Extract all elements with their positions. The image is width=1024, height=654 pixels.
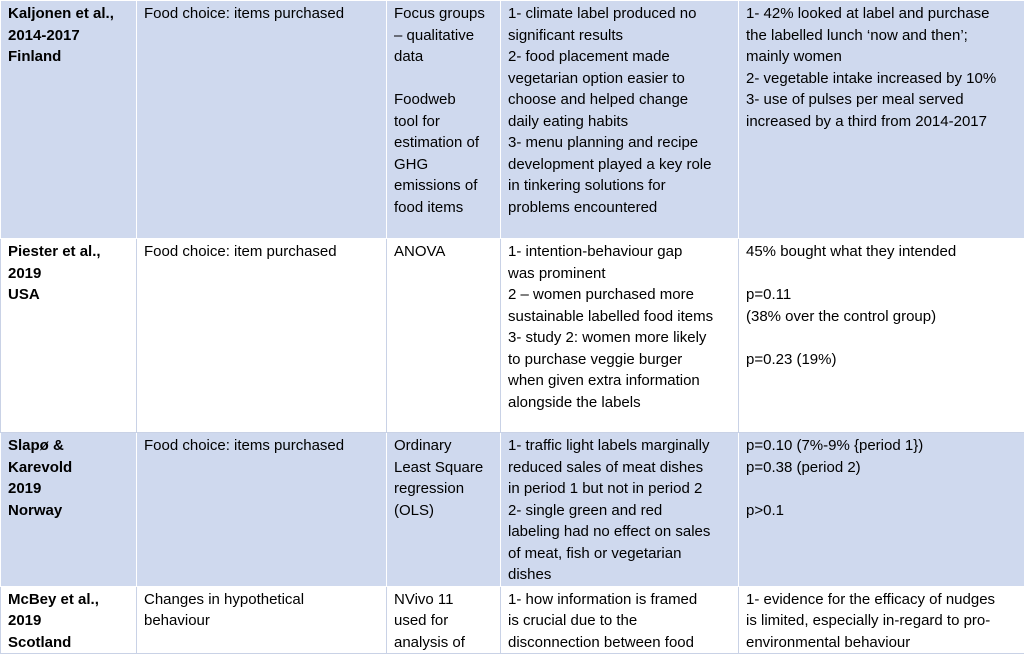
cell-text-line: 1- evidence for the efficacy of nudges <box>746 589 1017 611</box>
cell-text-line: 2019 <box>8 478 129 500</box>
cell-text-line: environmental behaviour <box>746 632 1017 654</box>
findings-cell <box>501 1 739 239</box>
findings-cell <box>501 433 739 587</box>
findings-cell <box>501 586 739 654</box>
studies-table-body <box>1 1 1024 654</box>
cell-text-line: dishes <box>508 564 731 586</box>
cell-text-line: is limited, especially in-regard to pro- <box>746 610 1017 632</box>
cell-text-line: increased by a third from 2014-2017 <box>746 111 1017 133</box>
cell-text-line: food items <box>394 197 493 219</box>
cell-text-line <box>746 327 1017 349</box>
cell-text-line: 2014-2017 <box>8 25 129 47</box>
cell-text-line: p>0.1 <box>746 500 1017 522</box>
cell-text-line: 3- study 2: women more likely <box>508 327 731 349</box>
cell-text-line: 2- food placement made <box>508 46 731 68</box>
cell-text-line: is crucial due to the <box>508 610 731 632</box>
cell-text-line: emissions of <box>394 175 493 197</box>
cell-text-line: tool for <box>394 111 493 133</box>
findings-cell <box>501 239 739 433</box>
cell-text-line: Norway <box>8 500 129 522</box>
cell-text-line: 2019 <box>8 263 129 285</box>
cell-text-line: 2 – women purchased more <box>508 284 731 306</box>
cell-text-line: behaviour <box>144 610 379 632</box>
results-cell <box>739 1 1024 239</box>
cell-text-line: 2- single green and red <box>508 500 731 522</box>
cell-text-line: 1- how information is framed <box>508 589 731 611</box>
cell-text-line: 2- vegetable intake increased by 10% <box>746 68 1017 90</box>
table-row <box>1 586 1024 654</box>
cell-text-line: to purchase veggie burger <box>508 349 731 371</box>
cell-text-line: 1- climate label produced no <box>508 3 731 25</box>
table-row <box>1 1 1024 239</box>
cell-text-line: vegetarian option easier to <box>508 68 731 90</box>
cell-text-line: data <box>394 46 493 68</box>
outcome-cell <box>137 433 387 587</box>
cell-text-line: Finland <box>8 46 129 68</box>
cell-text-line: Least Square <box>394 457 493 479</box>
cell-text-line: estimation of <box>394 132 493 154</box>
table-row <box>1 239 1024 433</box>
cell-text-line: 1- traffic light labels marginally <box>508 435 731 457</box>
cell-text-line: Kaljonen et al., <box>8 3 129 25</box>
cell-text-line: Focus groups <box>394 3 493 25</box>
cell-text-line: significant results <box>508 25 731 47</box>
cell-text-line: sustainable labelled food items <box>508 306 731 328</box>
cell-text-line: Slapø & <box>8 435 129 457</box>
cell-text-line: Food choice: items purchased <box>144 435 379 457</box>
cell-text-line: p=0.23 (19%) <box>746 349 1017 371</box>
cell-text-line: 3- use of pulses per meal served <box>746 89 1017 111</box>
cell-text-line: Scotland <box>8 632 129 654</box>
outcome-cell <box>137 586 387 654</box>
cell-text-line: 3- menu planning and recipe <box>508 132 731 154</box>
cell-text-line: the labelled lunch ‘now and then’; <box>746 25 1017 47</box>
study-cell <box>1 239 137 433</box>
cell-text-line: Ordinary <box>394 435 493 457</box>
cell-text-line: GHG <box>394 154 493 176</box>
cell-text-line: when given extra information <box>508 370 731 392</box>
cell-text-line: used for <box>394 610 493 632</box>
cell-text-line: regression <box>394 478 493 500</box>
cell-text-line: in tinkering solutions for <box>508 175 731 197</box>
cell-text-line: p=0.10 (7%-9% {period 1}) <box>746 435 1017 457</box>
results-cell <box>739 433 1024 587</box>
method-cell <box>387 586 501 654</box>
outcome-cell <box>137 239 387 433</box>
cell-text-line: choose and helped change <box>508 89 731 111</box>
cell-text-line: NVivo 11 <box>394 589 493 611</box>
cell-text-line: 45% bought what they intended <box>746 241 1017 263</box>
outcome-cell <box>137 1 387 239</box>
results-cell <box>739 586 1024 654</box>
cell-text-line <box>746 478 1017 500</box>
cell-text-line: Karevold <box>8 457 129 479</box>
cell-text-line: – qualitative <box>394 25 493 47</box>
cell-text-line: was prominent <box>508 263 731 285</box>
cell-text-line: 2019 <box>8 610 129 632</box>
cell-text-line: p=0.38 (period 2) <box>746 457 1017 479</box>
cell-text-line: labeling had no effect on sales <box>508 521 731 543</box>
cell-text-line: of meat, fish or vegetarian <box>508 543 731 565</box>
cell-text-line: development played a key role <box>508 154 731 176</box>
cell-text-line: 1- intention-behaviour gap <box>508 241 731 263</box>
cell-text-line: (38% over the control group) <box>746 306 1017 328</box>
cell-text-line: analysis of <box>394 632 493 654</box>
study-cell <box>1 433 137 587</box>
method-cell <box>387 1 501 239</box>
cell-text-line: alongside the labels <box>508 392 731 414</box>
method-cell <box>387 433 501 587</box>
cell-text-line: daily eating habits <box>508 111 731 133</box>
cell-text-line: disconnection between food <box>508 632 731 654</box>
method-cell <box>387 239 501 433</box>
cell-text-line: Food choice: item purchased <box>144 241 379 263</box>
cell-text-line <box>394 68 493 90</box>
results-cell <box>739 239 1024 433</box>
study-cell <box>1 586 137 654</box>
cell-text-line: reduced sales of meat dishes <box>508 457 731 479</box>
cell-text-line: McBey et al., <box>8 589 129 611</box>
cell-text-line: Changes in hypothetical <box>144 589 379 611</box>
cell-text-line: Food choice: items purchased <box>144 3 379 25</box>
cell-text-line: Piester et al., <box>8 241 129 263</box>
cell-text-line: 1- 42% looked at label and purchase <box>746 3 1017 25</box>
cell-text-line: Foodweb <box>394 89 493 111</box>
cell-text-line <box>746 263 1017 285</box>
cell-text-line: (OLS) <box>394 500 493 522</box>
cell-text-line: in period 1 but not in period 2 <box>508 478 731 500</box>
cell-text-line: problems encountered <box>508 197 731 219</box>
cell-text-line: USA <box>8 284 129 306</box>
cell-text-line: p=0.11 <box>746 284 1017 306</box>
table-row <box>1 433 1024 587</box>
study-cell <box>1 1 137 239</box>
cell-text-line: ANOVA <box>394 241 493 263</box>
cell-text-line: mainly women <box>746 46 1017 68</box>
